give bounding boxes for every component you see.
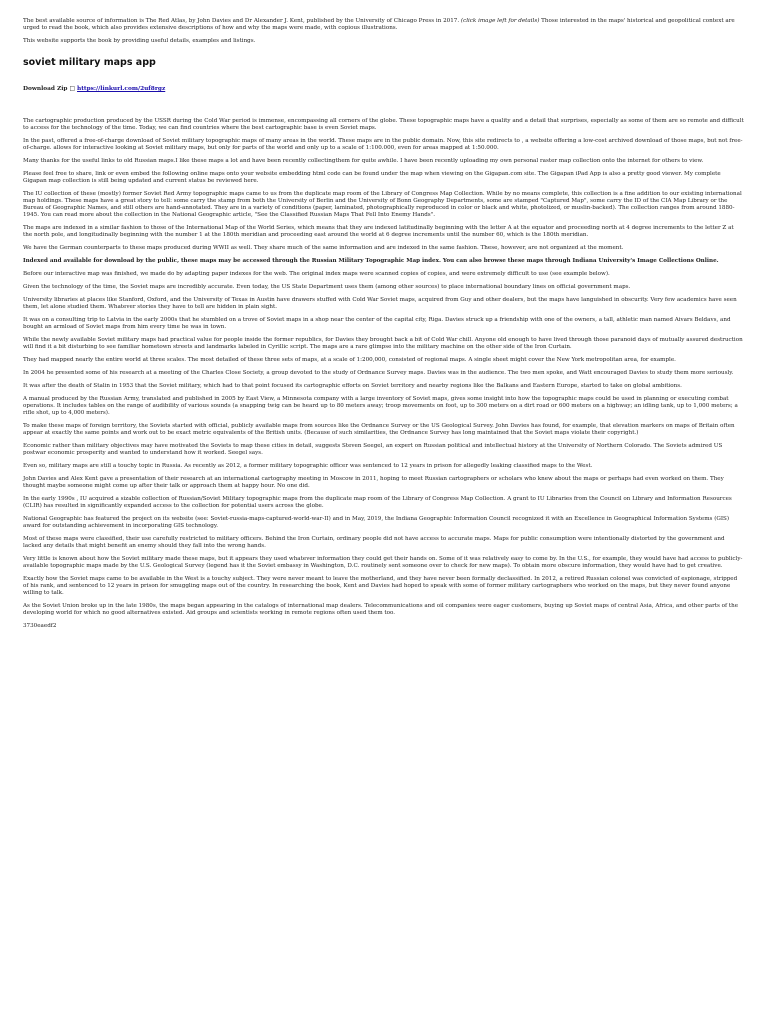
article-paragraph: John Davies and Alex Kent gave a presentation of their research at an international cartography meeting in Moscow in 2011, hoping to meet Russian cartographers or scholars who knew about the maps or perhaps had even worked on them. They thought maybe someone might come up after their talk or approach them at happy hour. No one did. (23, 476, 724, 489)
article-paragraph: Before our interactive map was finished, we made do by adapting paper indexes for the web. The original index maps were scanned copies of copies, and were extremely difficult to use (see example below). (23, 271, 610, 277)
download-label: Download Zip (23, 86, 68, 92)
article-paragraph: A manual produced by the Russian Army, translated and published in 2005 by East View, a Minnesota company with a large inventory of Soviet maps, gives some insight into how the topographic maps could be used in planning or executing combat operations. It includes tables on the range of audibility of various sounds (a snapping twig can be heard up to 80 meters away; troop movements on foot, up to 300 meters on a dirt road or 600 meters on a highway; an idling tank, up to 1,000 meters; a rifle shot, up to 4,000 meters). (23, 396, 738, 416)
support-paragraph: This website supports the book by providing useful details, examples and listings. (23, 38, 256, 44)
article-paragraph: The IU collection of these (mostly) former Soviet Red Army topographic maps came to us from the duplicate map room of the Library of Congress Map Collection. While by no means complete, this collection is a fine addition to our existing international map holdings. These maps have a great story to tell: some carry the stamp from both the University of Berlin and the University of Bonn Geography Departments, some are stamped "Captured Map", some carry the ID of the CIA Map Library or the Bureau of Geographic Names, and still others are hand-annotated. They are in a variety of conditions (paper, laminated, photographically reproduced in color or black and white, photolized, or muslin-backed). The collection ranges from around 1880-1945. You can read more about the collection in the National Geographic article, "See the Classified Russian Maps That Fell Into Enemy Hands". (23, 191, 742, 218)
article-paragraph: The cartographic production produced by the USSR during the Cold War period is immense, encompassing all corners of the globe. These topographic maps have a quality and a detail that surprises, especially as some of them are so remote and difficult to access for the technology of the time. Today, we can find countries where the best cartographic base is even Soviet maps. (23, 118, 744, 131)
article-paragraph: It was on a consulting trip to Latvia in the early 2000s that he stumbled on a trove of Soviet maps in a shop near the center of the capital city, Riga. Davies struck up a friendship with one of the owners, a tall, athletic man named Aivars Beldavs, and bought an armload of Soviet maps from him every time he was in town. (23, 317, 731, 330)
article-section-2 (23, 271, 744, 617)
article-paragraph: University libraries at places like Stanford, Oxford, and the University of Texas in Austin have drawers stuffed with Cold War Soviet maps, acquired from Guy and other dealers, but the maps have languished in obscurity. Very few academics have seen them, let alone studied them. Whatever stories they have to tell are hidden in plain sight. (23, 297, 737, 310)
article-paragraph: Economic rather than military objectives may have motivated the Soviets to map these cities in detail, suggests Steven Seegel, an expert on Russian political and intellectual history at the University of Northern Colorado. The Soviets admired US postwar economic prosperity and wanted to understand how it worked. Seegel says. (23, 443, 723, 456)
article-paragraph: In the early 1990s , IU acquired a sizable collection of Russian/Soviet Military topographic maps from the duplicate map room of the Library of Congress Map Collection. A grant to IU Libraries from the Council on Library and Information Resources (CLIR) has resulted in significantly expanded access to the collection for potential users across the globe. (23, 496, 732, 509)
article-paragraph: Exactly how the Soviet maps came to be available in the West is a touchy subject. They were never meant to leave the motherland, and they have never been formally declassified. In 2012, a retired Russian colonel was convicted of espionage, stripped of his rank, and sentenced to 12 years in prison for smuggling maps out of the country. In researching the book, Kent and Davies had hoped to speak with some of former military cartographers who worked on the maps, but they never found anyone willing to talk. (23, 576, 738, 596)
download-zip (23, 86, 744, 92)
article-paragraph: In the past, offered a free-of-charge download of Soviet military topographic maps of many areas in the world. These maps are in the public domain. Now, this site redirects to , a website offering a low-cost archived download of those maps, but not free-of-charge. allows for interactive looking at Soviet military maps, but only for parts of the world and only up to a scale of 1:100.000, even for areas mapped at 1:50.000. (23, 138, 743, 151)
download-link[interactable]: https://linkurl.com/2uf8rgz (77, 86, 166, 92)
article-paragraph: To make these maps of foreign territory, the Soviets started with official, publicly available maps from sources like the Ordnance Survey or the US Geological Survey. John Davies has found, for example, that elevation markers on maps of Britain often appear at exactly the same points and work out to be exact metric equivalents of the British units. (Because of such similarities, the Ordnance Survey has long maintained that the Soviet maps violate their copyright.) (23, 423, 735, 436)
article-paragraph: While the newly available Soviet military maps had practical value for people inside the former republics, for Davies they brought back a bit of Cold War chill. Anyone old enough to have lived through those paranoid days of mutually assured destruction will find it a bit disturbing to see familiar hometown streets and landmarks labeled in Cyrillic script. The maps are a rare glimpse into the military machine on the other side of the Iron Curtain. (23, 337, 743, 350)
article-paragraph: As the Soviet Union broke up in the late 1980s, the maps began appearing in the catalogs of international map dealers. Telecommunications and oil companies were eager customers, buying up Soviet maps of central Asia, Africa, and other parts of the developing world for which no good alternatives existed. Aid groups and scientists working in remote regions often used them too. (23, 603, 739, 616)
footer-code: 3730eaedf2 (23, 623, 57, 629)
link-icon: □ (69, 86, 75, 92)
article-paragraph: We have the German counterparts to these maps produced during WWII as well. They share much of the same information and are indexed in the same fashion. These, however, are not organized at the moment. (23, 245, 624, 251)
article-paragraph: Many thanks for the useful links to old Russian maps.I like these maps a lot and have been recently collectingthem for quite awhile. I have been recently uploading my own personal raster map collection onto the internet for others to view. (23, 158, 704, 164)
article-paragraph: Given the technology of the time, the Soviet maps are incredibly accurate. Even today, the US State Department uses them (among other sources) to place international boundary lines on official government maps. (23, 284, 631, 290)
intro-paragraph (23, 18, 744, 32)
article-paragraph: They had mapped nearly the entire world at three scales. The most detailed of these three sets of maps, at a scale of 1:200,000, consisted of regional maps. A single sheet might cover the New York metropolitan area, for example. (23, 357, 676, 363)
intro-note-link[interactable]: (click image left for details) (460, 18, 540, 24)
index-highlight-paragraph: Indexed and available for download by the public, these maps may be accessed through the Russian Military Topographic Map index. You can also browse these maps through Indiana University's Image Collections Online. (23, 258, 719, 264)
intro-lead: The best available source of information is The Red Atlas, by John Davies and Dr Alexander J. Kent, published by the University of Chicago Press in 2017. (23, 18, 460, 24)
page-title: soviet military maps app (23, 57, 156, 68)
article-paragraph: The maps are indexed in a similar fashion to those of the International Map of the World Series, which means that they are indexed latitudinally beginning with the letter A at the equator and proceeding north at 4 degree increments to the letter Z at the north pole, and longitudinally beginning with the number 1 at the 180th meridian and proceeding east around the world at 6 degree increments until the number 60, which is the 180th meridian. (23, 225, 734, 238)
article-paragraph: Please feel free to share, link or even embed the following online maps onto your website embedding html code can be found under the map when viewing on the Gigapan.com site. The Gigapan iPad App is also a pretty good viewer. My complete Gigapan map collection is still being updated and current status be reviewed here. (23, 171, 721, 184)
article-paragraph: In 2004 he presented some of his research at a meeting of the Charles Close Society, a group devoted to the study of Ordnance Survey maps. Davies was in the audience. The two men spoke, and Watt encouraged Davies to study them more seriously. (23, 370, 734, 376)
article-section-1 (23, 118, 744, 252)
intro-tail: Those interested in the maps' historical and geopolitical context are urged to read the book, which also provides extensive descriptions of how and why the maps were made, with copious illustrations. (23, 18, 735, 31)
article-paragraph: Very little is known about how the Soviet military made these maps, but it appears they used whatever information they could get their hands on. Some of it was relatively easy to come by. In the U.S., for example, they would have had access to publicly-available topographic maps made by the U.S. Geological Survey (legend has it the Soviet embassy in Washington, D.C. routinely sent someone over to check for new maps). To obtain more obscure information, they would have had to get creative. (23, 556, 743, 569)
article-paragraph: Even so, military maps are still a touchy topic in Russia. As recently as 2012, a former military topographic officer was sentenced to 12 years in prison for allegedly leaking classified maps to the West. (23, 463, 593, 469)
article-paragraph: Most of these maps were classified, their use carefully restricted to military officers. Behind the Iron Curtain, ordinary people did not have access to accurate maps. Maps for public consumption were intentionally distorted by the government and lacked any details that might benefit an enemy should they fall into the wrong hands. (23, 536, 725, 549)
article-paragraph: National Geographic has featured the project on its website (see: Soviet-russia-maps-captured-world-war-II) and in May, 2019, the Indiana Geographic Information Council recognized it with an Excellence in Geographical Information Systems (GIS) award for outstanding achievement in incorporating GIS technology. (23, 516, 730, 529)
article-paragraph: It was after the death of Stalin in 1953 that the Soviet military, which had to that point focused its cartographic efforts on Soviet territory and nearby regions like the Balkans and Eastern Europe, started to take on global ambitions. (23, 383, 682, 389)
